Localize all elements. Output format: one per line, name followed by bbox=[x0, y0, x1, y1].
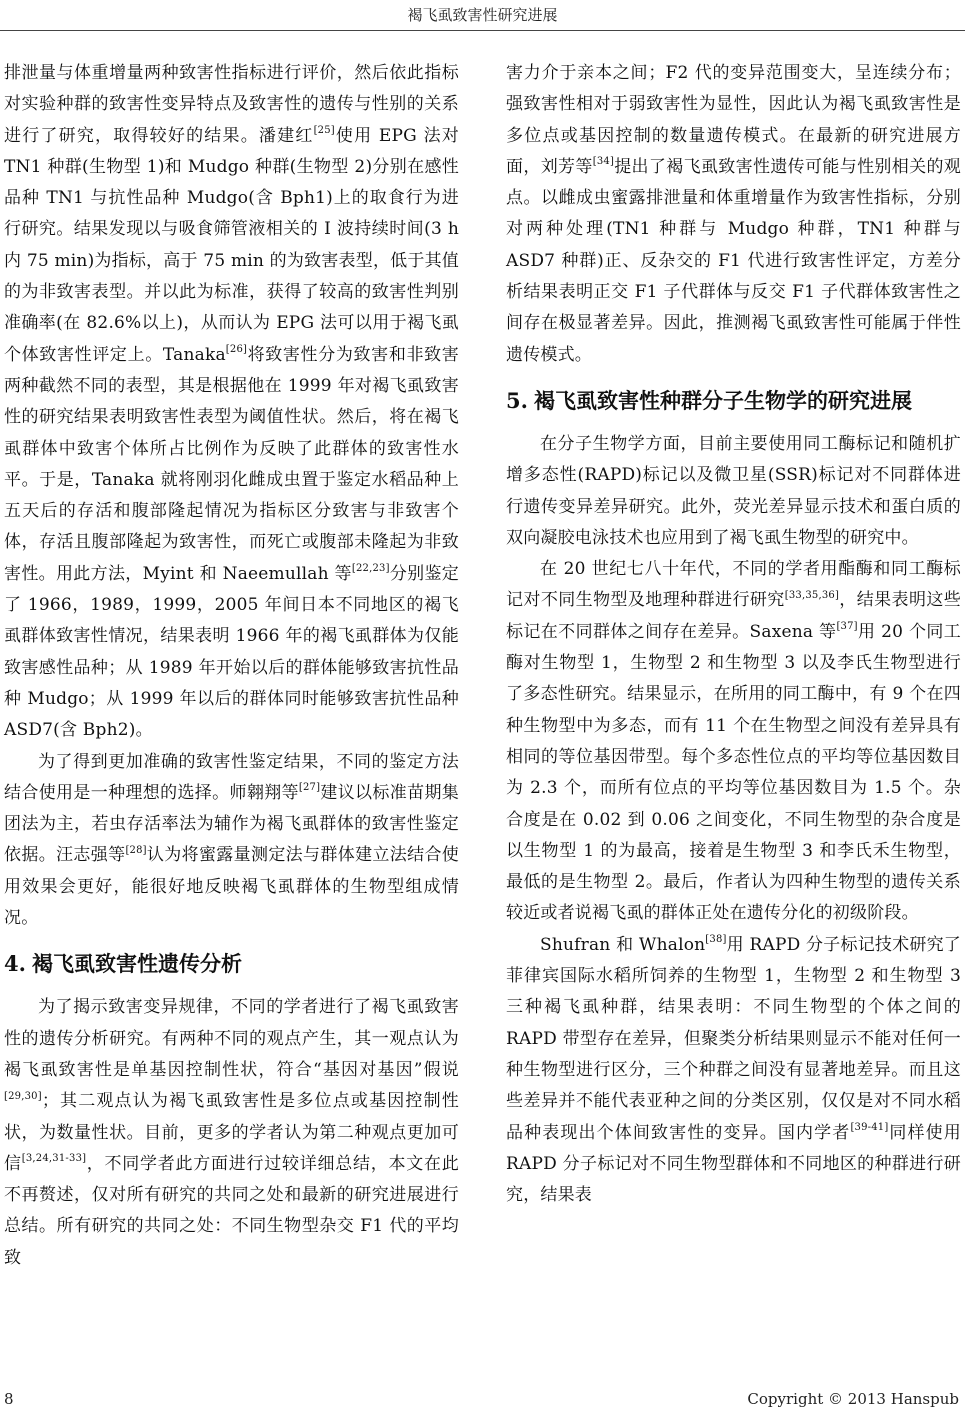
paragraph-left-3 bbox=[4, 992, 459, 1274]
text-run: 提出了褐飞虱致害性遗传可能与性别相关的观点。以雌成虫蜜露排泄量和体重增量作为致害性指标，分别对两种处理(TN1 种群与 Mudgo 种群，TN1 种群与 ASD7 种群)正、反杂交的 F1 代进行致害性评定，方差分析结果表明正交 F1 子代群体与反交 F1 子代群体致害性之间存在极显著差异。因此，推测褐飞虱致害性可能属于伴性遗传模式。 bbox=[506, 156, 961, 365]
text-run: 将致害性分为致害和非致害两种截然不同的表型，其是根据他在 1999 年对褐飞虱致害性的研究结果表明致害性表型为阈值性状。然后，将在褐飞虱群体中致害个体所占比例作为反映了此群体的致害性水平。于是，Tanaka 就将刚羽化雌成虫置于鉴定水稻品种上五天后的存活和腹部隆起情况为指标区分致害与非致害个体，存活且腹部隆起为致害性，而死亡或腹部未隆起为非致害性。用此方法，Myint 和 Naeemullah 等 bbox=[4, 344, 459, 584]
text-run: 用 20 个同工酶对生物型 1，生物型 2 和生物型 3 以及李氏生物型进行了多态性研究。结果显示，在所用的同工酶中，有 9 个在四种生物型中为多态，而有 11 个在生物型之间没有差异具有相同的等位基因带型。每个多态性位点的平均等位基因数目为 2.3 个，而所有位点的平均等位基因数目为 1.5 个。杂合度是在 0.02 到 0.06 之间变化，不同生物型的杂合度是以生物型 1 的为最高，接着是生物型 3 和李氏禾生物型，最低的是生物型 2。最后，作者认为四种生物型的遗传关系较近或者说褐飞虱的群体正处在遗传分化的初级阶段。 bbox=[506, 621, 961, 924]
citation: [29,30] bbox=[4, 1090, 42, 1102]
header-rule bbox=[0, 30, 965, 31]
text-run: ；其二观点认为褐飞虱致害性是多位点或基因控制性状，为数量性状。目前，更多的学者认为第二种观点更加可信 bbox=[4, 1091, 459, 1174]
text-run: 分别鉴定了 1966，1989，1999，2005 年间日本不同地区的褐飞虱群体致害性情况，结果表明 1966 年的褐飞虱群体为仅能致害感性品种；从 1989 年开始以后的群体能够致害抗性品种 Mudgo；从 1999 年以后的群体同时能够致害抗性品种 ASD7(含 Bph2)。 bbox=[4, 563, 459, 741]
text-run: 用 RAPD 分子标记技术研究了菲律宾国际水稻所饲养的生物型 1，生物型 2 和生物型 3 三种褐飞虱种群，结果表明：不同生物型的个体之间的 RAPD 带型存在差异，但聚类分析结果则显示不能对任何一种生物型进行区分，三个种群之间没有显著地差异。而且这些差异并不能代表亚种之间的分类区别，仅仅是对不同水稻品种表现出个体间致害性的变异。国内学者 bbox=[506, 934, 962, 1143]
citation: [25] bbox=[313, 124, 335, 136]
paragraph-left-1 bbox=[4, 58, 459, 747]
text-run: 害力介于亲本之间；F2 代的变异范围变大，呈连续分布；强致害性相对于弱致害性为显性，因此认为褐飞虱致害性是多位点或基因控制的数量遗传模式。在最新的研究进展方面，刘芳等 bbox=[506, 63, 961, 177]
text-run: 排泄量与体重增量两种致害性指标进行评价，然后依此指标对实验种群的致害性变异特点及致害性的遗传与性别的关系进行了研究，取得较好的结果。潘建红 bbox=[4, 63, 459, 146]
text-run: 在分子生物学方面，目前主要使用同工酶标记和随机扩增多态性(RAPD)标记以及微卫星(SSR)标记对不同群体进行遗传变异差异研究。此外，荧光差异显示技术和蛋白质的双向凝胶电泳技术也应用到了褐飞虱生物型的研究中。 bbox=[506, 433, 961, 548]
copyright-notice: Copyright © 2013 Hanspub bbox=[747, 1390, 959, 1408]
citation: [39-41] bbox=[850, 1121, 889, 1133]
text-run: 认为将蜜露量测定法与群体建立法结合使用效果会更好，能很好地反映褐飞虱群体的生物型组成情况。 bbox=[4, 845, 459, 929]
section-number: 5. bbox=[506, 387, 528, 413]
section-heading-4 bbox=[4, 948, 459, 980]
citation: [37] bbox=[836, 621, 858, 633]
paragraph-left-2 bbox=[4, 747, 459, 935]
section-heading-5 bbox=[506, 385, 961, 417]
section-title: 褐飞虱致害性遗传分析 bbox=[32, 952, 242, 977]
page-number: 8 bbox=[4, 1390, 14, 1408]
text-run: 同样使用 RAPD 分子标记对不同生物型群体和不同地区的种群进行研究，结果表 bbox=[506, 1122, 961, 1206]
text-run: 为了得到更加准确的致害性鉴定结果，不同的鉴定方法结合使用是一种理想的选择。师翱翔等 bbox=[4, 751, 459, 803]
running-title: 褐飞虱致害性研究进展 bbox=[407, 6, 558, 24]
text-run: 为了揭示致害变异规律，不同的学者进行了褐飞虱致害性的遗传分析研究。有两种不同的观点产生，其一观点认为褐飞虱致害性是单基因控制性状，符合“基因对基因”假说 bbox=[4, 997, 459, 1080]
section-number: 4. bbox=[4, 951, 26, 977]
paragraph-right-1 bbox=[506, 58, 961, 371]
citation: [33,35,36] bbox=[784, 589, 840, 601]
citation: [38] bbox=[705, 934, 727, 946]
text-run: ，结果表明这些标记在不同群体之间存在差异。Saxena 等 bbox=[506, 590, 961, 642]
paragraph-right-2 bbox=[506, 429, 961, 554]
text-run: 建议以标准苗期集团法为主，若虫存活率法为辅作为褐飞虱群体的致害性鉴定依据。汪志强等 bbox=[4, 782, 459, 866]
citation: [3,24,31-33] bbox=[21, 1153, 87, 1165]
citation: [26] bbox=[225, 344, 248, 356]
citation: [34] bbox=[592, 156, 615, 168]
text-run: 使用 EPG 法对 TN1 种群(生物型 1)和 Mudgo 种群(生物型 2)分别在感性品种 TN1 与抗性品种 Mudgo(含 Bph1)上的取食行为进行研究。结果发现以与吸食筛管液相关的 I 波持续时间(3 h 内 75 min)为指标，高于 75 min 的为致害表型，低于其值的为非致害表型。并以此为标准，获得了较高的致害性判别准确率(在 82.6%以上)，从而认为 EPG 法可以用于褐飞虱个体致害性评定上。Tanaka bbox=[4, 125, 459, 365]
left-column bbox=[4, 58, 459, 1274]
paragraph-right-3 bbox=[506, 554, 961, 930]
section-title: 褐飞虱致害性种群分子生物学的研究进展 bbox=[534, 388, 912, 413]
right-column bbox=[506, 58, 961, 1211]
text-run: 在 20 世纪七八十年代，不同的学者用酯酶和同工酶标记对不同生物型及地理种群进行研究 bbox=[506, 559, 961, 611]
citation: [28] bbox=[125, 844, 147, 856]
citation: [27] bbox=[298, 782, 321, 794]
paragraph-right-4 bbox=[506, 930, 961, 1212]
citation: [22,23] bbox=[351, 563, 390, 575]
text-run: Shufran 和 Whalon bbox=[540, 934, 706, 955]
text-run: ，不同学者此方面进行过较详细总结，本文在此不再赘述，仅对所有研究的共同之处和最新的研究进展进行总结。所有研究的共同之处：不同生物型杂交 F1 代的平均致 bbox=[4, 1153, 460, 1268]
